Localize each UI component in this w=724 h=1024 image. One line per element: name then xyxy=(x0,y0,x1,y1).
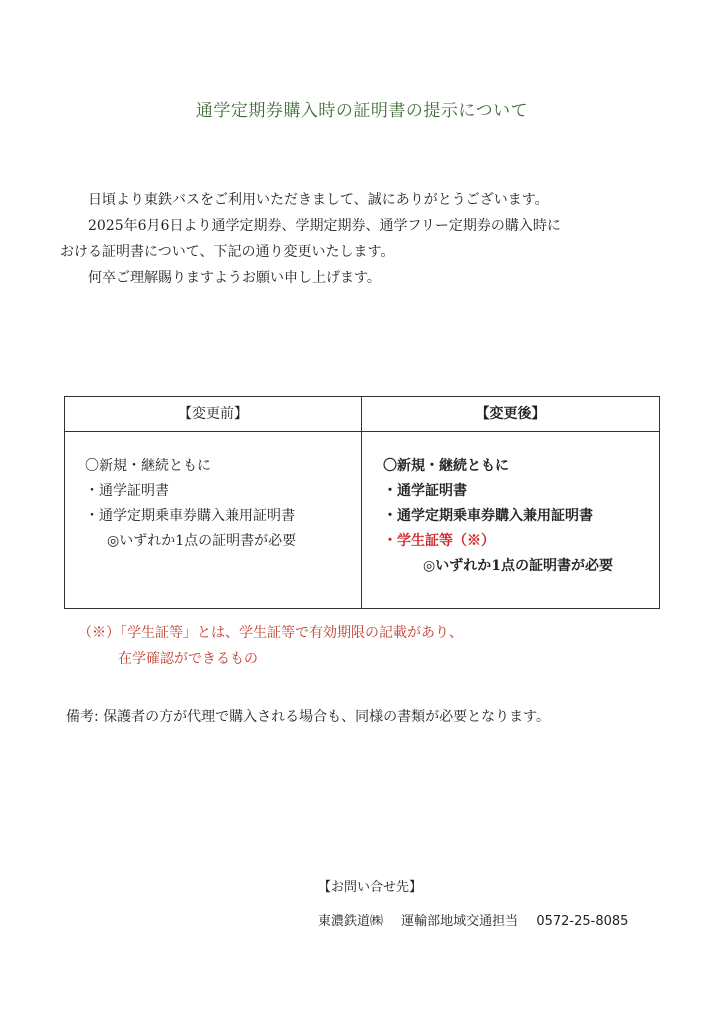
intro-line: 日頃より東鉄バスをご利用いただきまして、誠にありがとうございます。 xyxy=(88,192,549,208)
before-line: 〇新規・継続ともに xyxy=(85,458,211,474)
footnote-line: 在学確認ができるもの xyxy=(118,651,258,667)
before-line: ・通学証明書 xyxy=(85,483,169,499)
intro-line: 2025年6月6日より通学定期券、学期定期券、通学フリー定期券の購入時に xyxy=(88,218,561,234)
footnote xyxy=(78,620,463,672)
after-line: 〇新規・継続ともに xyxy=(383,458,509,474)
contact-company: 東濃鉄道㈱ xyxy=(318,914,384,929)
contact-phone: 0572-25-8085 xyxy=(536,914,629,929)
comparison-table xyxy=(64,396,660,609)
after-header: 【変更後】 xyxy=(475,406,546,422)
after-cell xyxy=(383,454,653,579)
before-header: 【変更前】 xyxy=(178,406,248,422)
intro-line: 何卒ご理解賜りますようお願い申し上げます。 xyxy=(88,270,381,286)
contact-department: 運輸部地域交通担当 xyxy=(401,914,519,929)
footnote-line: （※）「学生証等」とは、学生証等で有効期限の記載があり、 xyxy=(78,625,463,641)
after-line: ・通学定期乗車券購入兼用証明書 xyxy=(383,508,593,524)
remark: 備考: 保護者の方が代理で購入される場合も、同様の書類が必要となります。 xyxy=(66,709,551,725)
after-requirement: ◎いずれか1点の証明書が必要 xyxy=(423,558,613,574)
after-line: ・通学証明書 xyxy=(383,483,467,499)
after-line-student-id: ・学生証等（※） xyxy=(383,533,495,549)
before-cell xyxy=(85,454,355,554)
intro-paragraph xyxy=(60,188,670,292)
page-title: 通学定期券購入時の証明書の提示について xyxy=(195,101,529,121)
before-requirement: ◎いずれか1点の証明書が必要 xyxy=(107,533,297,549)
intro-line: おける証明書について、下記の通り変更いたします。 xyxy=(60,244,395,260)
contact-heading: 【お問い合せ先】 xyxy=(318,880,423,895)
before-line: ・通学定期乗車券購入兼用証明書 xyxy=(85,508,295,524)
table-divider-horizontal xyxy=(65,431,659,432)
contact-info xyxy=(318,910,642,929)
